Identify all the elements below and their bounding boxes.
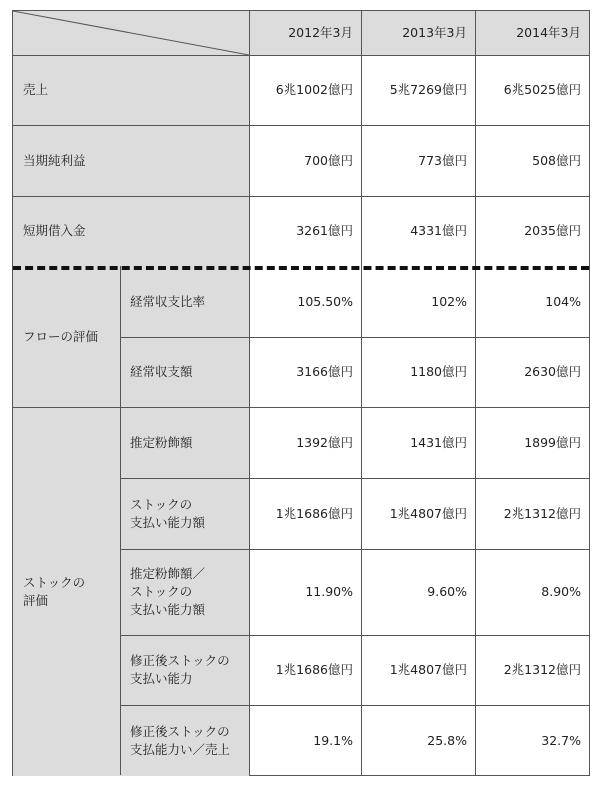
value-borrowings-2013: 4331億円 [410,223,467,238]
value-dressing-ratio-2014: 8.90% [541,584,581,599]
grid-hline-header [13,55,589,56]
header-2012: 2012年3月 [288,25,353,40]
value-sales-2012: 6兆1002億円 [275,82,353,97]
value-dressing-ratio-2013: 9.60% [427,584,467,599]
value-capacity-to-sales-2012: 19.1% [313,732,353,748]
grid-hline-stock-sub3 [120,635,589,636]
row-label-stock-payment-capacity: ストックの 支払い能力額 [130,496,206,530]
row-label-sales: 売上 [23,82,49,97]
value-balance-amount-2013: 1180億円 [410,364,467,379]
value-window-dressing-2012: 1392億円 [296,434,353,450]
value-adjusted-capacity-2013: 1兆4807億円 [389,662,467,677]
value-capacity-to-sales-2013: 25.8% [427,732,467,748]
grid-hline-flow-sub [120,337,589,338]
grid-hline-stock-sub2 [120,549,589,550]
value-balance-ratio-2012: 105.50% [297,293,353,309]
value-balance-ratio-2013: 102% [431,293,467,309]
row-label-adjusted-capacity-to-sales: 修正後ストックの 支払能力い／売上 [130,723,231,757]
value-balance-amount-2014: 2630億円 [524,364,581,379]
value-borrowings-2012: 3261億円 [296,223,353,238]
grid-hline-stock-sub4 [120,705,589,706]
group-label-flow: フローの評価 [23,328,99,344]
value-payment-capacity-2012: 1兆1686億円 [275,505,353,521]
value-net-income-2013: 773億円 [418,152,467,168]
value-payment-capacity-2013: 1兆4807億円 [389,505,467,521]
value-window-dressing-2014: 1899億円 [524,434,581,450]
grid-hline-flow-stock [13,407,589,408]
row-label-short-term-borrowings: 短期借入金 [23,223,86,238]
value-sales-2013: 5兆7269億円 [389,82,467,97]
dashed-separator [13,266,589,270]
value-net-income-2014: 508億円 [532,152,581,168]
value-capacity-to-sales-2014: 32.7% [541,732,581,748]
value-dressing-ratio-2012: 11.90% [305,584,353,599]
value-payment-capacity-2014: 2兆1312億円 [503,505,581,521]
row-label-ordinary-balance-amount: 経常収支額 [130,364,193,379]
header-2014: 2014年3月 [516,25,581,40]
corner-diagonal [13,11,249,55]
value-window-dressing-2013: 1431億円 [410,434,467,450]
grid-vline-group [120,266,121,775]
grid-hline-r2 [13,196,589,197]
value-balance-amount-2012: 3166億円 [296,364,353,379]
financial-table [12,10,590,776]
row-label-window-dressing-ratio: 推定粉飾額／ ストックの 支払い能力額 [130,566,206,617]
header-2013: 2013年3月 [402,25,467,40]
group-label-stock: ストックの 評価 [23,574,86,608]
row-label-net-income: 当期純利益 [23,152,86,168]
row-label-ordinary-balance-ratio: 経常収支比率 [130,293,206,309]
row-label-estimated-window-dressing: 推定粉飾額 [130,434,193,450]
value-sales-2014: 6兆5025億円 [503,82,581,97]
value-borrowings-2014: 2035億円 [524,223,581,238]
value-adjusted-capacity-2012: 1兆1686億円 [275,662,353,677]
row-label-adjusted-payment-capacity: 修正後ストックの 支払い能力 [130,653,230,686]
value-adjusted-capacity-2014: 2兆1312億円 [503,662,581,677]
grid-hline-r1 [13,125,589,126]
value-balance-ratio-2014: 104% [545,293,581,309]
value-net-income-2012: 700億円 [304,152,353,168]
grid-hline-stock-sub1 [120,478,589,479]
